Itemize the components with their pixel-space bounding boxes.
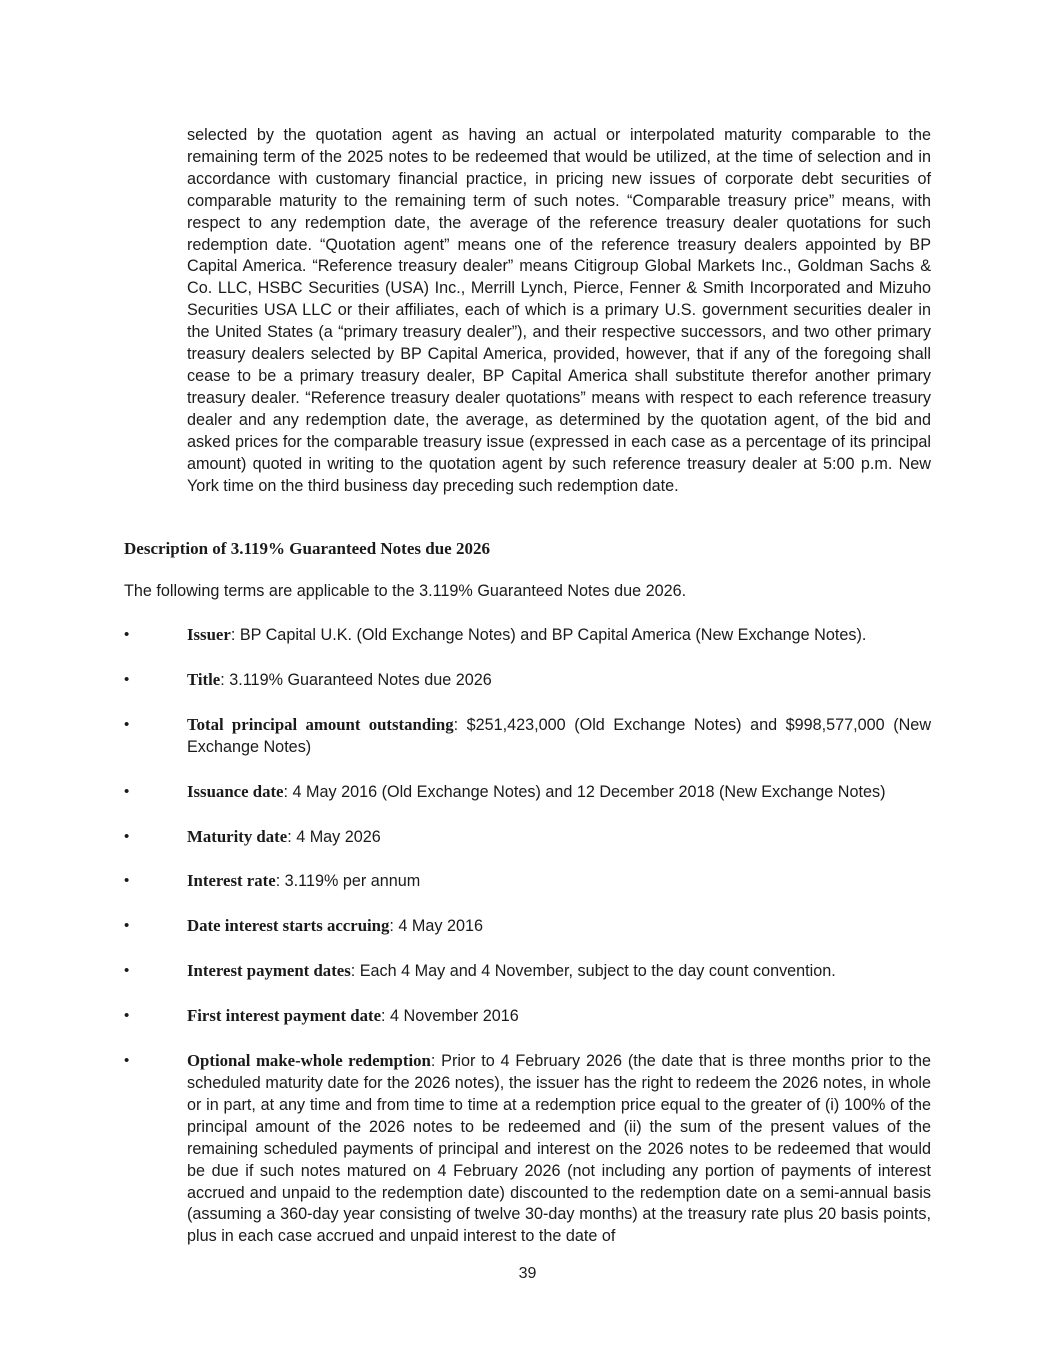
list-item-text (187, 714, 931, 759)
list-item (0, 1050, 1055, 1248)
list-item-text (187, 1005, 931, 1028)
term-value: : 4 May 2016 (389, 917, 484, 936)
term-label: Date interest starts accruing (187, 916, 390, 936)
list-item-text (187, 781, 931, 804)
list-item (0, 915, 1055, 938)
term-label: Interest payment dates (187, 961, 351, 981)
term-label: Issuer (187, 625, 231, 644)
bullet-icon: • (124, 782, 130, 800)
list-item-text (187, 960, 931, 983)
section-intro: The following terms are applicable to the 3.119% Guaranteed Notes due 2026. (124, 582, 687, 600)
term-value: : Prior to 4 February 2026 (the date that is three months prior to the scheduled maturity date for the 2026 notes), the issuer has the right to redeem the 2026 notes, in whole or in part, at any time and from time to time at a redemption price equal to the greater of (i) 100% of the principal amount of the 2026 notes to be redeemed and (ii) the sum of the present values of the remaining scheduled payments of principal and interest on the 2026 notes to be redeemed that would be due if such notes matured on 4 February 2026 (not including any portion of payments of interest accrued and unpaid to the redemption date) discounted to the redemption date on a semi-annual basis (assuming a 360-day year consisting of twelve 30-day months) at the treasury rate plus 20 basis points, plus in each case accrued and unpaid interest to the date of (187, 1052, 931, 1246)
term-value: : 4 May 2026 (287, 827, 381, 846)
list-item-text (187, 624, 931, 647)
list-item-text (187, 826, 931, 849)
list-item (0, 1005, 1055, 1028)
bullet-icon: • (124, 872, 130, 890)
list-item-text (187, 915, 931, 938)
term-value: : Each 4 May and 4 November, subject to the day count convention. (350, 962, 836, 981)
section-heading: Description of 3.119% Guaranteed Notes due 2026 (124, 539, 490, 558)
bullet-icon: • (124, 1052, 130, 1070)
term-label: Optional make-whole redemption (187, 1051, 431, 1071)
term-label: Interest rate (187, 871, 276, 891)
list-item (0, 669, 1055, 692)
term-value: : 3.119% Guaranteed Notes due 2026 (220, 670, 492, 689)
term-value: : 4 November 2016 (381, 1007, 519, 1026)
bullet-icon: • (124, 827, 130, 845)
term-value: : 3.119% per annum (275, 872, 421, 891)
list-item (0, 870, 1055, 893)
term-value: : BP Capital U.K. (Old Exchange Notes) and BP Capital America (New Exchange Notes). (230, 626, 867, 644)
list-item-text (187, 1050, 931, 1248)
list-item (0, 624, 1055, 647)
list-item (0, 826, 1055, 849)
bullet-icon: • (124, 1007, 130, 1025)
list-item (0, 960, 1055, 983)
list-item (0, 781, 1055, 804)
terms-list (0, 624, 1055, 1270)
term-label: Maturity date (187, 826, 288, 846)
list-item (0, 714, 1055, 759)
bullet-icon: • (124, 626, 130, 643)
term-label: Title (187, 669, 221, 689)
continuation-paragraph: selected by the quotation agent as having an actual or interpolated maturity comparable to the remaining term of the 2025 notes to be redeemed that would be utilized, at the time of selection and in accordance with customary financial practice, in pricing new issues of corporate debt securities of comparable maturity to the remaining term of such notes. “Comparable treasury price” means, with respect to any redemption date, the average of the reference treasury dealer quotations for such redemption date. “Quotation agent” means one of the reference treasury dealers appointed by BP Capital America. “Reference treasury dealer” means Citigroup Global Markets Inc., Goldman Sachs & Co. LLC, HSBC Securities (USA) Inc., Merrill Lynch, Pierce, Fenner & Smith Incorporated and Mizuho Securities USA LLC or their affiliates, each of which is a primary U.S. government securities dealer in the United States (a “primary treasury dealer”), and their respective successors, and two other primary treasury dealers selected by BP Capital America, provided, however, that if any of the foregoing shall cease to be a primary treasury dealer, BP Capital America shall substitute therefor another primary treasury dealer. “Reference treasury dealer quotations” means with respect to each reference treasury dealer and any redemption date, the average, as determined by the quotation agent, of the bid and asked prices for the comparable treasury issue (expressed in each case as a percentage of its principal amount) quoted in writing to the quotation agent by such reference treasury dealer at 5:00 p.m. New York time on the third business day preceding such redemption date. (187, 126, 931, 495)
bullet-icon: • (124, 715, 130, 733)
term-label: Total principal amount outstanding (187, 714, 454, 734)
bullet-icon: • (124, 917, 130, 935)
bullet-icon: • (124, 670, 130, 688)
list-item-text (187, 669, 931, 692)
term-value: : 4 May 2016 (Old Exchange Notes) and 12 December 2018 (New Exchange Notes) (283, 782, 886, 801)
page-number: 39 (518, 1265, 537, 1282)
list-item-text (187, 870, 931, 893)
term-label: Issuance date (187, 781, 284, 801)
term-label: First interest payment date (187, 1006, 382, 1026)
term-value: : $251,423,000 (Old Exchange Notes) and $998,577,000 (New Exchange Notes) (187, 715, 932, 756)
bullet-icon: • (124, 962, 130, 980)
